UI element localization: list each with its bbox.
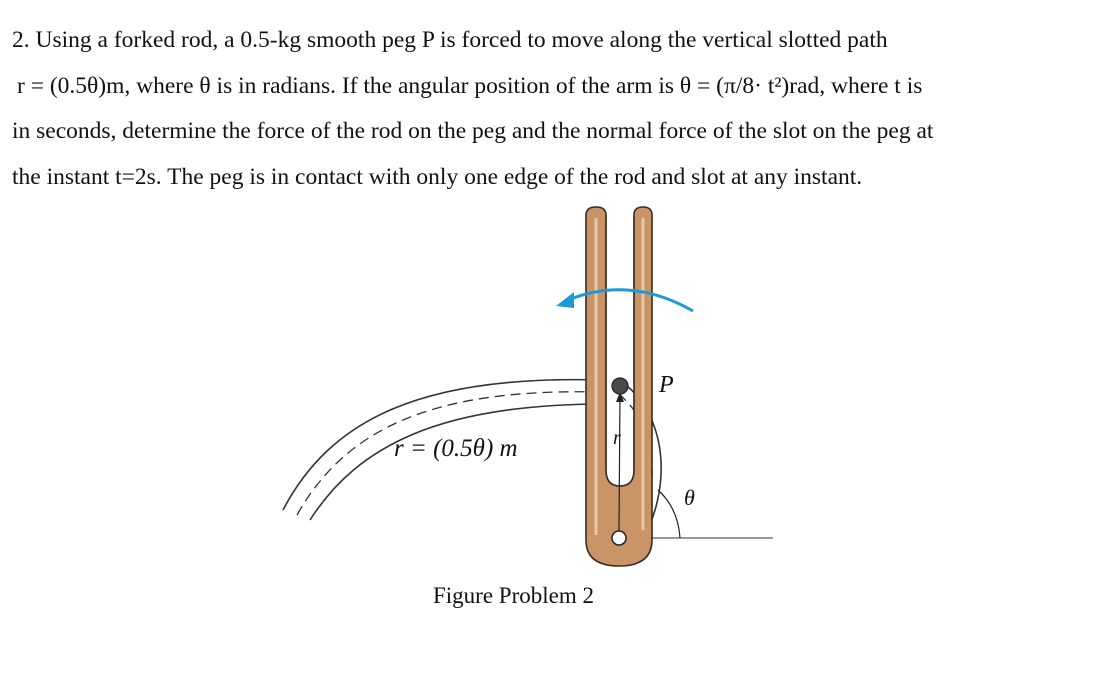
problem-line-3: in seconds, determine the force of the rod on the peg and the normal force of the slot on the peg at (12, 118, 934, 144)
theta-arc (658, 490, 680, 538)
radius-label: r (613, 427, 621, 449)
rotation-arrow-head (556, 292, 574, 308)
slot-inner-edge (310, 404, 600, 520)
angle-label: θ (684, 485, 695, 510)
pivot-pin (612, 531, 626, 545)
peg-label: P (659, 372, 674, 398)
problem-line-4: the instant t=2s. The peg is in contact with only one edge of the rod and slot at any instant. (12, 163, 863, 190)
figure-caption: Figure Problem 2 (433, 583, 594, 608)
path-label: r = (0.5θ) m (394, 435, 518, 462)
problem-line-2: r = (0.5θ)m, where θ is in radians. If the angular position of the arm is θ = (π/8· t²)rad, where t is (17, 72, 923, 99)
peg-p (612, 378, 628, 394)
problem-line-1: 2. Using a forked rod, a 0.5-kg smooth peg P is forced to move along the vertical slotted path (12, 27, 888, 53)
